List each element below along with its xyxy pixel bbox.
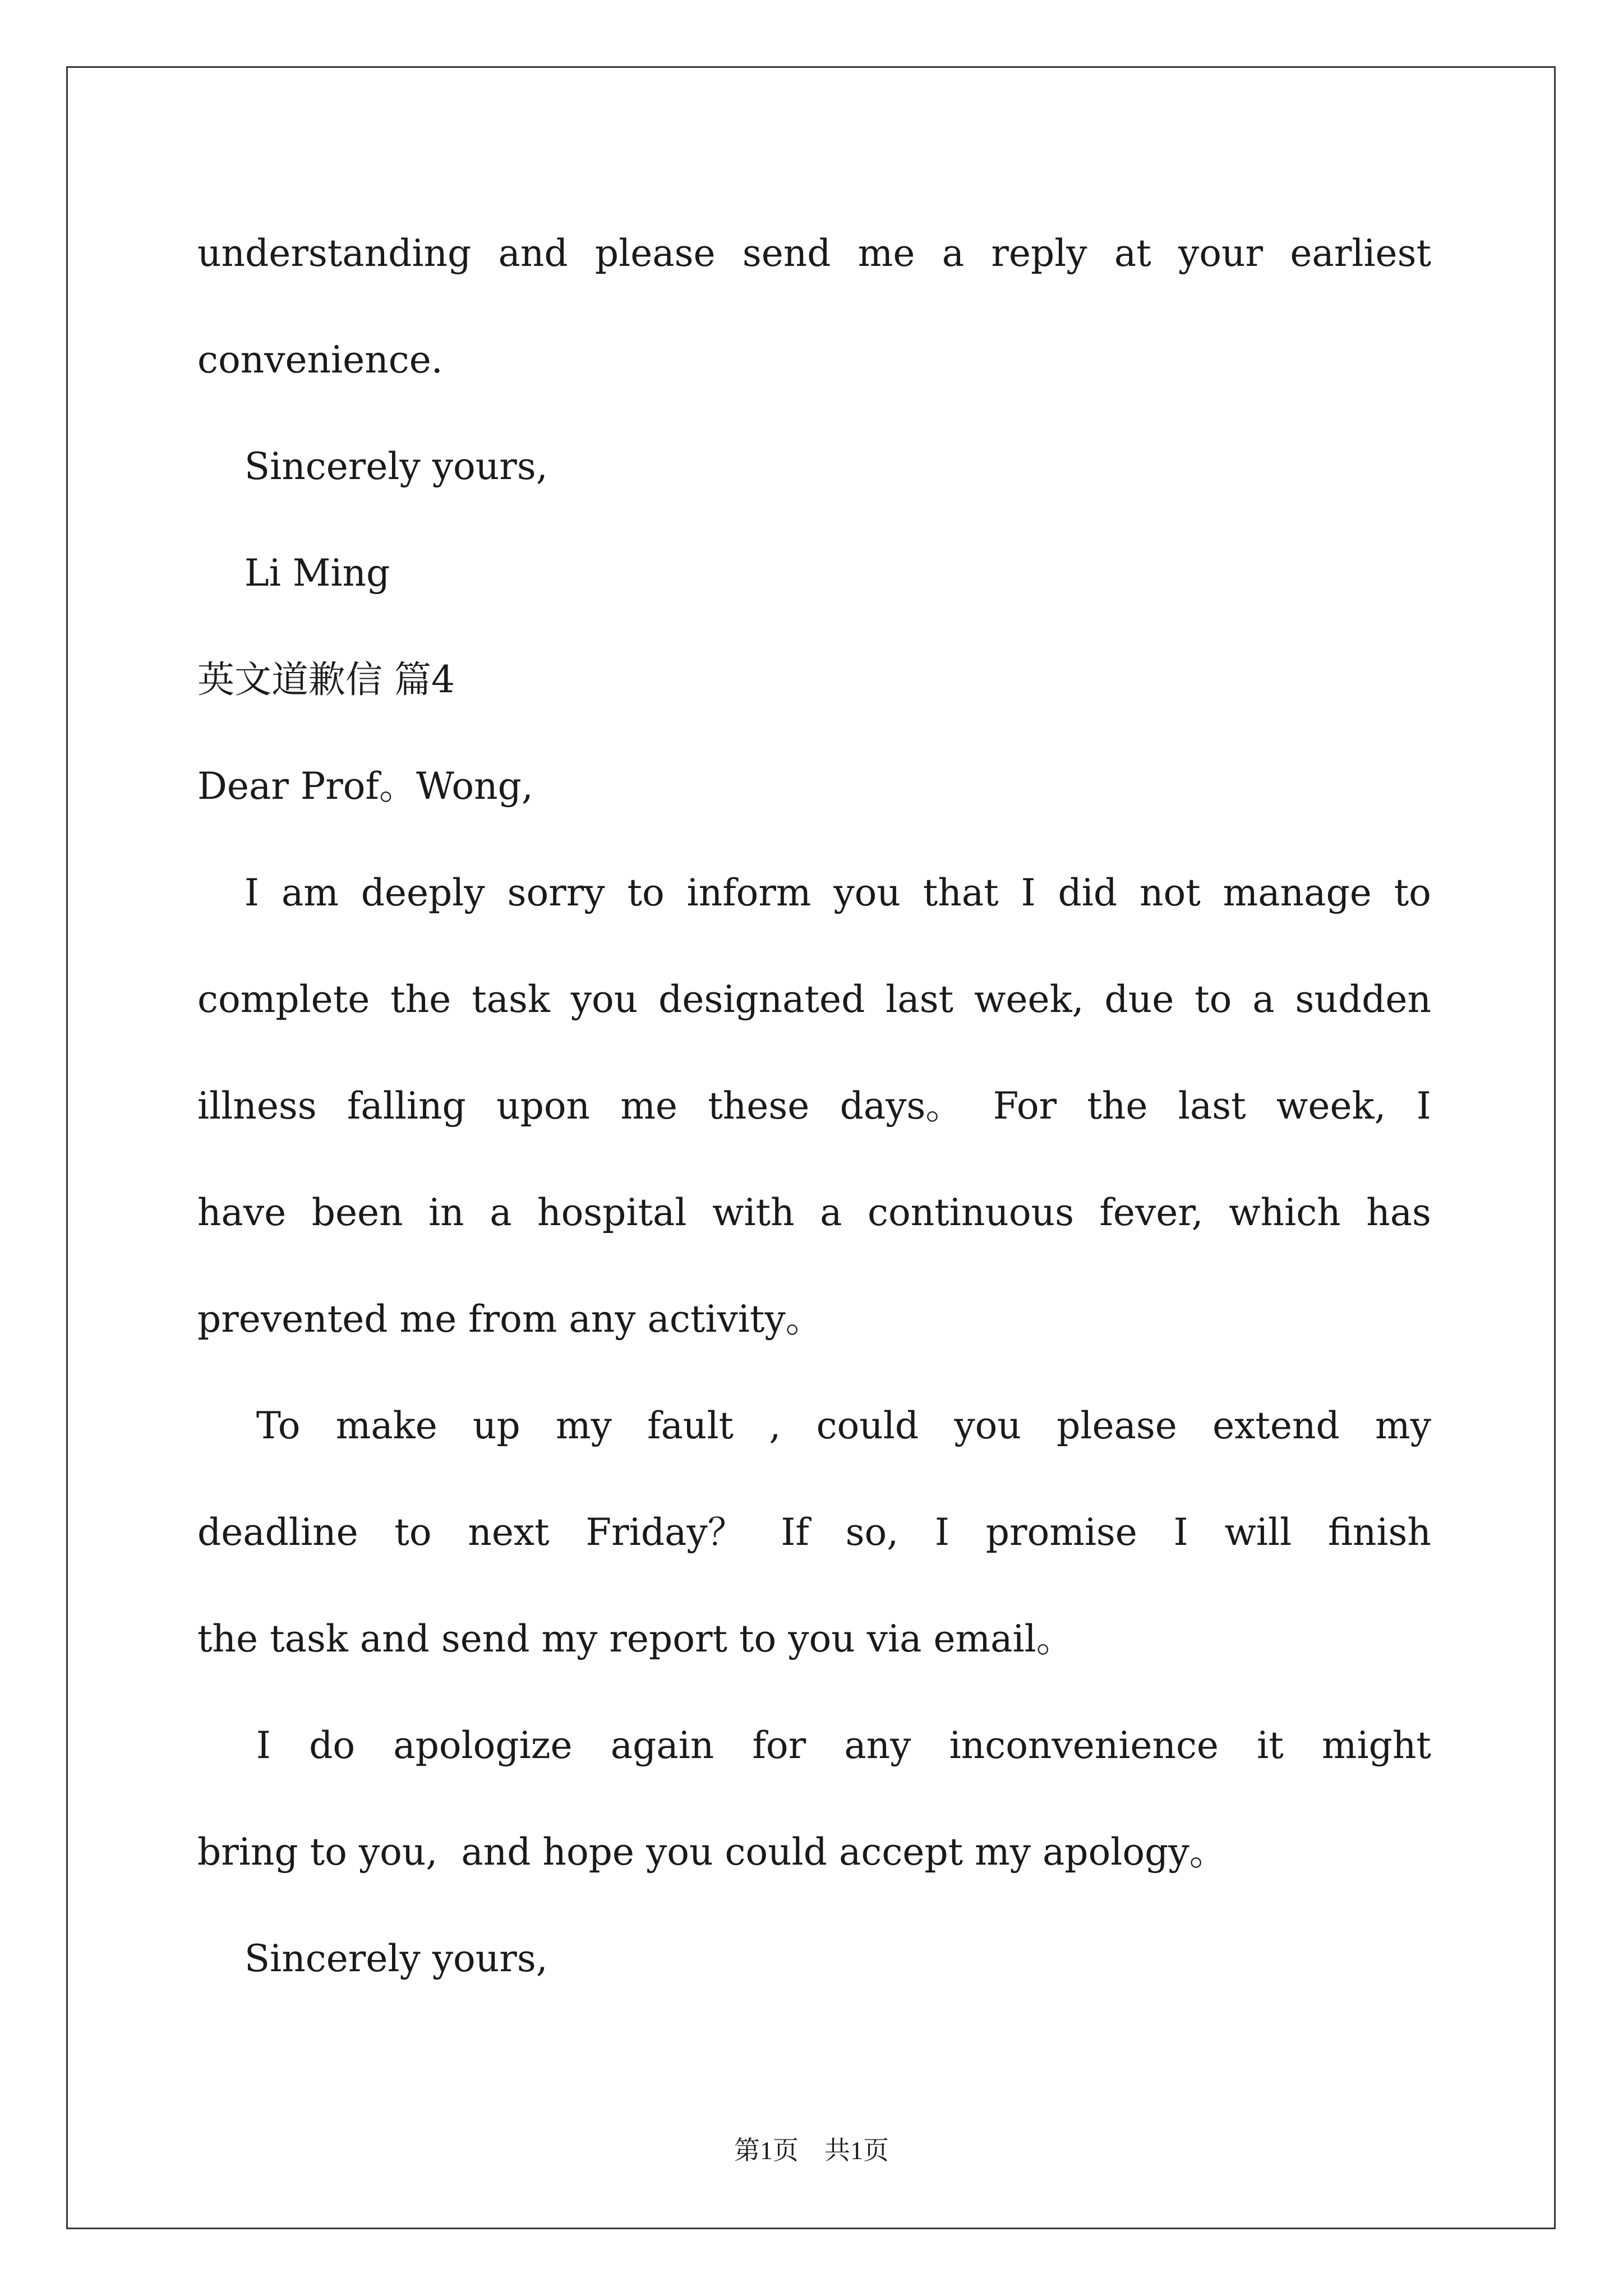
- signature-line: Li Ming: [197, 551, 390, 595]
- word: a: [942, 232, 965, 275]
- word: sudden: [1295, 978, 1431, 1021]
- word: extend: [1212, 1404, 1340, 1447]
- word: last: [886, 978, 954, 1021]
- word: week,: [1276, 1084, 1386, 1128]
- word: up: [473, 1404, 520, 1447]
- word: which: [1229, 1191, 1341, 1234]
- text-line: bring to you, and hope you could accept my apology。: [197, 1830, 1227, 1874]
- word: my: [1375, 1404, 1431, 1447]
- word: send: [742, 232, 831, 275]
- word: upon: [496, 1084, 591, 1128]
- word: I: [197, 871, 259, 914]
- word: deadline: [197, 1511, 358, 1554]
- word: fever,: [1099, 1191, 1204, 1234]
- word: I: [934, 1511, 949, 1554]
- closing-line: Sincerely yours,: [197, 1937, 548, 1980]
- word: will: [1224, 1511, 1292, 1554]
- word: due: [1104, 978, 1174, 1021]
- word: make: [335, 1404, 437, 1447]
- word: continuous: [868, 1191, 1074, 1234]
- word: To: [197, 1404, 301, 1447]
- text-line: [197, 1404, 1431, 1448]
- word: did: [1058, 871, 1118, 914]
- text-line: the task and send my report to you via email。: [197, 1617, 1073, 1660]
- word: have: [197, 1191, 287, 1234]
- word: falling: [347, 1084, 466, 1128]
- word: For: [993, 1084, 1057, 1128]
- word: in: [428, 1191, 464, 1234]
- word: and: [498, 232, 568, 275]
- word: please: [594, 232, 716, 275]
- word: days。: [840, 1084, 963, 1128]
- text-line: [197, 1190, 1431, 1235]
- word: you: [954, 1404, 1021, 1447]
- word: me: [857, 232, 915, 275]
- page-border: [66, 66, 1556, 2229]
- word: a: [1252, 978, 1275, 1021]
- word: not: [1140, 871, 1201, 914]
- text-line: [197, 1510, 1431, 1555]
- word: apologize: [393, 1724, 573, 1767]
- word: the: [1087, 1084, 1148, 1128]
- word: week,: [974, 978, 1084, 1021]
- word: I: [1173, 1511, 1188, 1554]
- word: I: [1416, 1084, 1431, 1128]
- word: again: [610, 1724, 714, 1767]
- page-number-footer: 第1页 共1页: [734, 2136, 889, 2165]
- word: to: [1394, 871, 1431, 914]
- word: do: [309, 1724, 356, 1767]
- word: reply: [991, 232, 1087, 275]
- word: sorry: [507, 871, 605, 914]
- word: earliest: [1290, 232, 1431, 275]
- word: to: [627, 871, 665, 914]
- word: a: [820, 1191, 842, 1234]
- word: you: [833, 871, 901, 914]
- section-heading: 英文道歉信 篇4: [197, 658, 455, 701]
- word: for: [752, 1724, 806, 1767]
- word: might: [1321, 1724, 1431, 1767]
- word: inconvenience: [949, 1724, 1219, 1767]
- word: manage: [1223, 871, 1372, 914]
- word: a: [490, 1191, 512, 1234]
- text-line: prevented me from any activity。: [197, 1297, 823, 1341]
- word: inform: [686, 871, 811, 914]
- word: been: [311, 1191, 403, 1234]
- salutation-line: Dear Prof。Wong,: [197, 765, 533, 808]
- text-line: convenience.: [197, 338, 443, 381]
- word: to: [394, 1511, 432, 1554]
- word: I: [197, 1724, 271, 1767]
- word: the: [390, 978, 451, 1021]
- word: with: [712, 1191, 795, 1234]
- word: I: [1021, 871, 1036, 914]
- word: so,: [845, 1511, 899, 1554]
- word: next: [468, 1511, 550, 1554]
- text-line: [197, 231, 1431, 276]
- word: these: [708, 1084, 810, 1128]
- word: that: [923, 871, 999, 914]
- word: illness: [197, 1084, 317, 1128]
- word: If: [781, 1511, 809, 1554]
- word: am: [281, 871, 339, 914]
- word: fault: [647, 1404, 734, 1447]
- word: at: [1114, 232, 1151, 275]
- word: has: [1366, 1191, 1431, 1234]
- word: me: [620, 1084, 677, 1128]
- word: my: [556, 1404, 612, 1447]
- word: deeply: [361, 871, 485, 914]
- word: hospital: [537, 1191, 687, 1234]
- word: understanding: [197, 232, 472, 275]
- word: Friday？: [585, 1511, 745, 1554]
- text-line: [197, 1084, 1431, 1129]
- text-line: [197, 871, 1431, 915]
- word: finish: [1327, 1511, 1431, 1554]
- word: it: [1257, 1724, 1284, 1767]
- word: your: [1178, 232, 1264, 275]
- word: you: [570, 978, 638, 1021]
- text-line: [197, 1723, 1431, 1768]
- word: task: [472, 978, 550, 1021]
- word: promise: [985, 1511, 1137, 1554]
- text-line: [197, 977, 1431, 1022]
- word: designated: [658, 978, 865, 1021]
- closing-line: Sincerely yours,: [197, 445, 548, 488]
- word: complete: [197, 978, 370, 1021]
- word: could: [816, 1404, 919, 1447]
- word: please: [1057, 1404, 1177, 1447]
- word: last: [1178, 1084, 1246, 1128]
- word: to: [1195, 978, 1232, 1021]
- word: ,: [769, 1404, 781, 1447]
- word: any: [844, 1724, 911, 1767]
